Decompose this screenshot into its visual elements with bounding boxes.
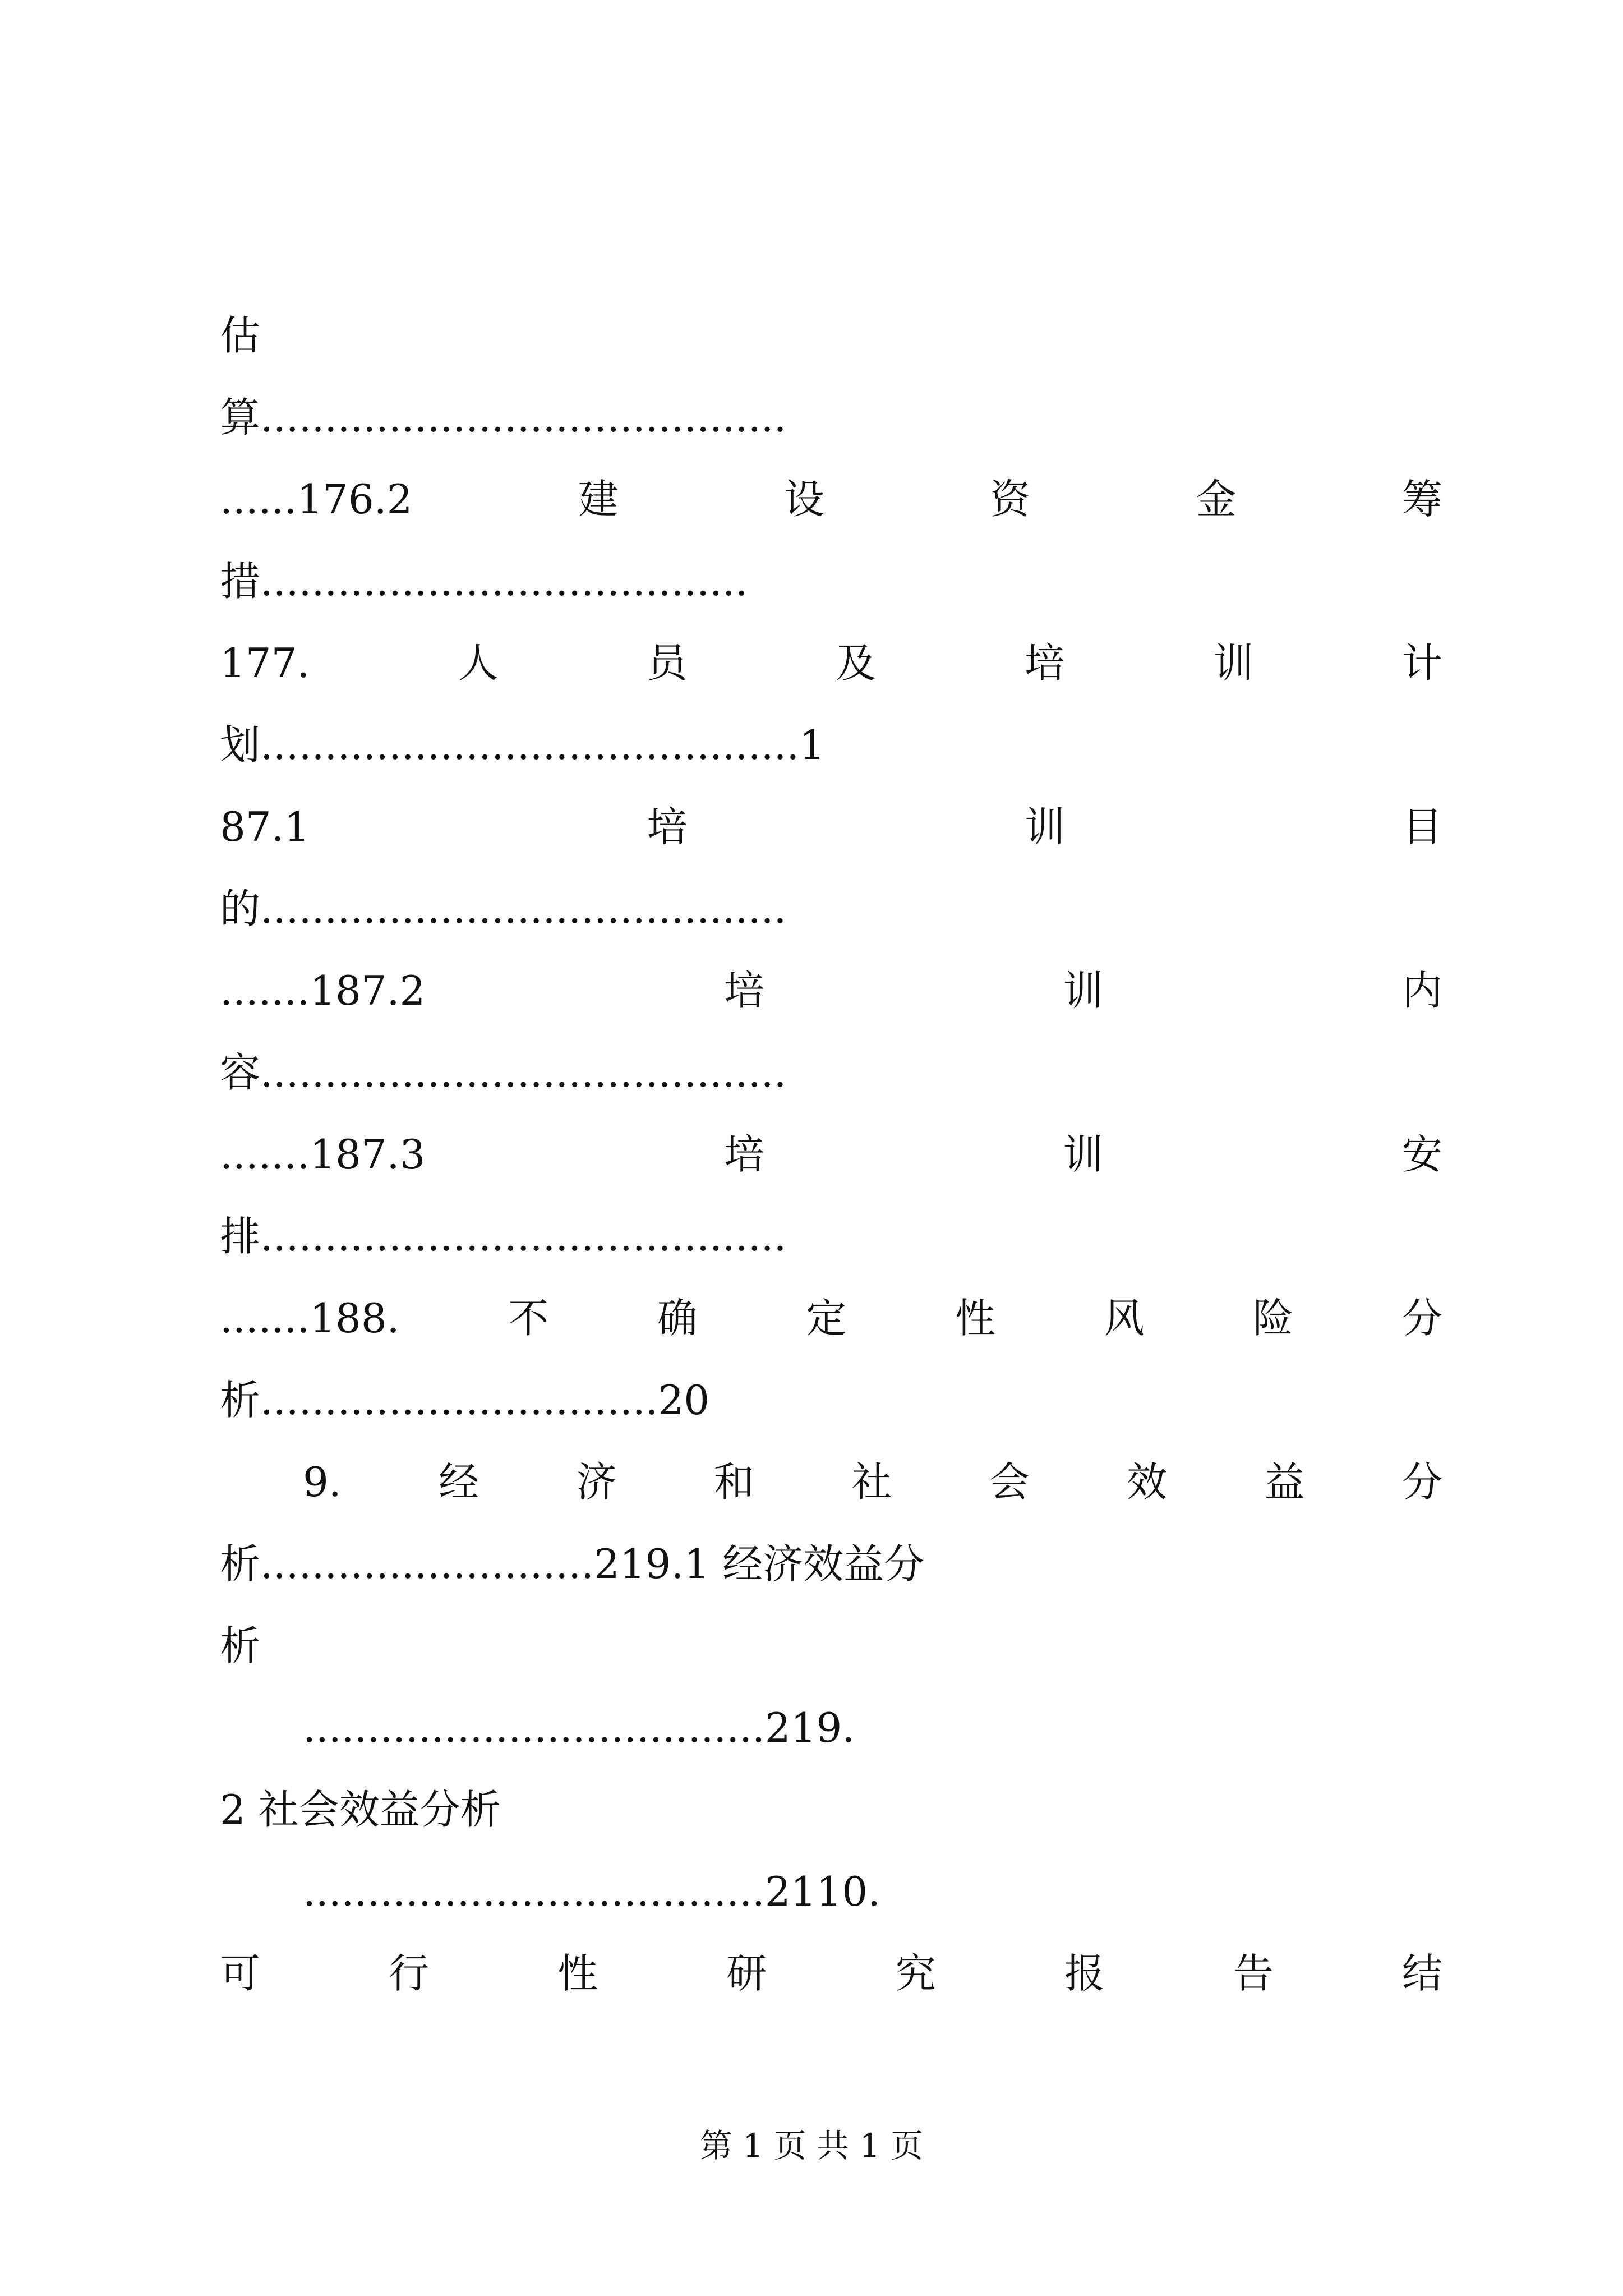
toc-char: 性 — [955, 1295, 996, 1342]
toc-char: 培 — [647, 803, 688, 850]
toc-line-14 — [220, 1359, 1442, 1441]
toc-char: 训 — [1063, 967, 1104, 1014]
toc-char: 目 — [1401, 803, 1442, 850]
toc-text: ....................................219. — [303, 1704, 855, 1751]
toc-char: 险 — [1253, 1295, 1294, 1342]
toc-char: 和 — [713, 1458, 754, 1506]
toc-char: 培 — [723, 967, 764, 1014]
toc-text: 析...............................20 — [220, 1377, 710, 1424]
toc-text: 措...................................... — [220, 558, 748, 605]
toc-char: 计 — [1401, 639, 1442, 687]
toc-line-11 — [220, 1114, 1442, 1195]
toc-text: 析 — [220, 1622, 261, 1669]
toc-line-2 — [220, 376, 1442, 458]
toc-number: .......187.3 — [220, 1131, 426, 1178]
toc-line-13 — [220, 1277, 1442, 1359]
toc-char: 安 — [1401, 1131, 1442, 1178]
toc-number: 9. — [303, 1458, 342, 1506]
toc-char: 经 — [439, 1458, 479, 1506]
toc-line-15 — [303, 1441, 1442, 1523]
toc-char: 济 — [576, 1458, 617, 1506]
toc-char: 效 — [1127, 1458, 1168, 1506]
toc-line-7 — [220, 786, 1442, 868]
toc-line-20 — [303, 1851, 1442, 1932]
toc-line-9 — [220, 950, 1442, 1032]
toc-text: 2 社会效益分析 — [220, 1786, 501, 1833]
toc-text: 划..........................................1 — [220, 721, 826, 769]
toc-char: 可 — [220, 1950, 261, 1997]
toc-char: 及 — [836, 639, 877, 687]
toc-char: 确 — [657, 1295, 698, 1342]
toc-line-8 — [220, 868, 1442, 950]
toc-char: 训 — [1213, 639, 1254, 687]
toc-number: ......176.2 — [220, 476, 413, 523]
toc-char: 会 — [989, 1458, 1030, 1506]
toc-char: 内 — [1401, 967, 1442, 1014]
toc-char: 行 — [389, 1950, 430, 1997]
toc-line-3 — [220, 458, 1442, 540]
toc-char: 培 — [723, 1131, 764, 1178]
toc-line-6 — [220, 704, 1442, 786]
page-number-label: 第 1 页 共 1 页 — [700, 2127, 923, 2165]
toc-char: 究 — [895, 1950, 936, 1997]
toc-line-21 — [220, 1932, 1442, 2014]
toc-char: 研 — [726, 1950, 767, 1997]
page-footer — [0, 2118, 1623, 2174]
toc-text: ....................................2110. — [303, 1868, 881, 1915]
toc-text: 估 — [220, 312, 261, 359]
toc-line-18 — [303, 1687, 1442, 1769]
toc-text: 排......................................... — [220, 1213, 787, 1260]
toc-char: 定 — [806, 1295, 847, 1342]
toc-char: 分 — [1401, 1295, 1442, 1342]
toc-char: 告 — [1233, 1950, 1274, 1997]
toc-char: 社 — [851, 1458, 892, 1506]
toc-char: 分 — [1401, 1458, 1442, 1506]
toc-char: 培 — [1024, 639, 1065, 687]
toc-line-5 — [220, 622, 1442, 704]
toc-char: 益 — [1264, 1458, 1305, 1506]
toc-text: 容......................................... — [220, 1049, 787, 1096]
toc-char: 报 — [1064, 1950, 1105, 1997]
toc-text: 析..........................219.1 经济效益分 — [220, 1540, 925, 1588]
toc-line-12 — [220, 1195, 1442, 1277]
toc-char: 风 — [1104, 1295, 1145, 1342]
toc-line-10 — [220, 1032, 1442, 1114]
toc-text: 的......................................... — [220, 885, 787, 932]
toc-number: .......188. — [220, 1295, 400, 1342]
toc-char: 性 — [557, 1950, 598, 1997]
toc-number: 87.1 — [220, 803, 310, 850]
toc-number: 177. — [220, 639, 310, 687]
toc-char: 不 — [508, 1295, 549, 1342]
toc-line-1 — [220, 295, 1442, 376]
toc-char: 训 — [1024, 803, 1065, 850]
toc-line-4 — [220, 540, 1442, 622]
toc-char: 结 — [1401, 1950, 1442, 1997]
toc-char: 员 — [647, 639, 688, 687]
toc-char: 筹 — [1401, 476, 1442, 523]
toc-char: 金 — [1196, 476, 1237, 523]
toc-line-17 — [220, 1605, 1442, 1687]
toc-char: 人 — [458, 639, 499, 687]
toc-char: 设 — [784, 476, 825, 523]
toc-line-16 — [220, 1523, 1442, 1605]
toc-char: 建 — [578, 476, 619, 523]
toc-line-19 — [220, 1769, 1442, 1851]
toc-number: .......187.2 — [220, 967, 426, 1014]
toc-char: 资 — [990, 476, 1031, 523]
toc-text: 算......................................... — [220, 394, 787, 441]
toc-char: 训 — [1063, 1131, 1104, 1178]
